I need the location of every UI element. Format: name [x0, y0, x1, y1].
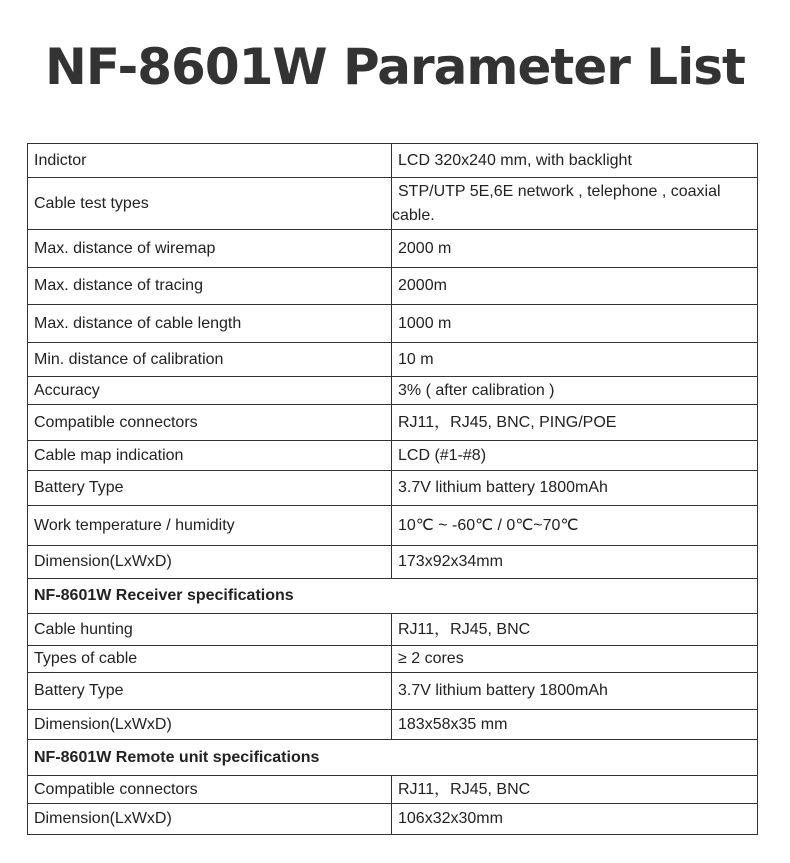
- parameter-label: Battery Type: [28, 673, 392, 710]
- parameter-label: Max. distance of tracing: [28, 268, 392, 305]
- section-header-row: [28, 740, 758, 776]
- table-row: [28, 471, 758, 506]
- parameter-value: RJ11，RJ45, BNC: [392, 776, 758, 804]
- parameter-label: Cable hunting: [28, 614, 392, 646]
- table-row: [28, 405, 758, 441]
- table-row: [28, 546, 758, 579]
- parameter-label: Dimension(LxWxD): [28, 710, 392, 740]
- section-header-label: NF-8601W Receiver specifications: [28, 579, 758, 614]
- parameter-value: 173x92x34mm: [392, 546, 758, 579]
- table-row: [28, 506, 758, 546]
- parameter-value: 106x32x30mm: [392, 804, 758, 835]
- parameter-label: Max. distance of cable length: [28, 305, 392, 343]
- parameter-label: Accuracy: [28, 377, 392, 405]
- table-row: [28, 441, 758, 471]
- table-row: [28, 268, 758, 305]
- table-row: [28, 804, 758, 835]
- parameter-label: Dimension(LxWxD): [28, 804, 392, 835]
- parameter-label: Dimension(LxWxD): [28, 546, 392, 579]
- parameter-value: LCD (#1-#8): [392, 441, 758, 471]
- parameter-label: Compatible connectors: [28, 405, 392, 441]
- parameter-label: Compatible connectors: [28, 776, 392, 804]
- table-row: [28, 614, 758, 646]
- page-title: NF-8601W Parameter List: [45, 38, 745, 96]
- parameter-label: Min. distance of calibration: [28, 343, 392, 377]
- parameter-value: LCD 320x240 mm, with backlight: [392, 144, 758, 178]
- parameter-label: Max. distance of wiremap: [28, 230, 392, 268]
- parameter-value: 1000 m: [392, 305, 758, 343]
- table-row: [28, 343, 758, 377]
- parameter-value: 10 m: [392, 343, 758, 377]
- parameter-value: 10℃ ~ -60℃ / 0℃~70℃: [392, 506, 758, 546]
- parameter-label: Indictor: [28, 144, 392, 178]
- parameter-value: 183x58x35 mm: [392, 710, 758, 740]
- table-row: [28, 230, 758, 268]
- table-row: [28, 646, 758, 673]
- table-row: [28, 377, 758, 405]
- parameter-label: Cable test types: [28, 178, 392, 230]
- table-row: [28, 710, 758, 740]
- parameter-value: RJ11，RJ45, BNC: [392, 614, 758, 646]
- parameter-value: 3.7V lithium battery 1800mAh: [392, 673, 758, 710]
- parameter-table-body: [28, 144, 758, 835]
- parameter-value: 3.7V lithium battery 1800mAh: [392, 471, 758, 506]
- parameter-table: [27, 143, 758, 835]
- table-row: [28, 178, 758, 230]
- parameter-value: ≥ 2 cores: [392, 646, 758, 673]
- parameter-value: 2000 m: [392, 230, 758, 268]
- parameter-label: Battery Type: [28, 471, 392, 506]
- section-header-label: NF-8601W Remote unit specifications: [28, 740, 758, 776]
- parameter-label: Work temperature / humidity: [28, 506, 392, 546]
- table-row: [28, 305, 758, 343]
- parameter-value: 3% ( after calibration ): [392, 377, 758, 405]
- table-row: [28, 776, 758, 804]
- table-row: [28, 144, 758, 178]
- parameter-label: Types of cable: [28, 646, 392, 673]
- parameter-value: STP/UTP 5E,6E network , telephone , coaxial cable.: [392, 178, 758, 230]
- table-row: [28, 673, 758, 710]
- parameter-value: 2000m: [392, 268, 758, 305]
- section-header-row: [28, 579, 758, 614]
- parameter-label: Cable map indication: [28, 441, 392, 471]
- parameter-value: RJ11，RJ45, BNC, PING/POE: [392, 405, 758, 441]
